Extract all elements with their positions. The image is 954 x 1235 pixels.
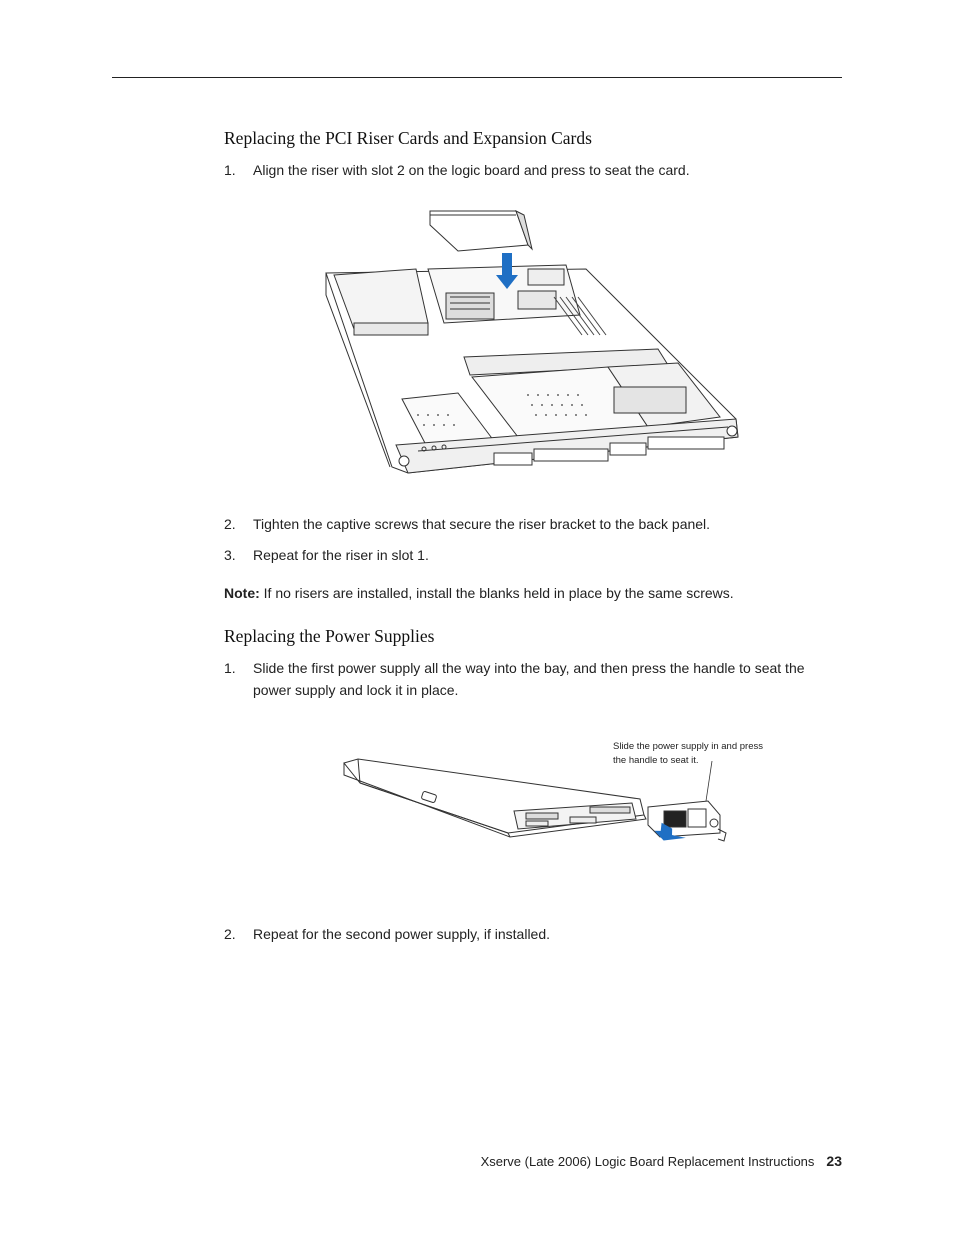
riser-card-installation-illustration: [318, 205, 748, 477]
step-item: [224, 923, 834, 945]
section-heading-pci-riser: Replacing the PCI Riser Cards and Expansion Cards: [224, 128, 592, 148]
section-heading-power-supplies: Replacing the Power Supplies: [224, 626, 435, 646]
note-text: If no risers are installed, install the blanks held in place by the same screws.: [259, 585, 734, 601]
step-text: Repeat for the riser in slot 1.: [253, 547, 429, 563]
footer-title: Xserve (Late 2006) Logic Board Replacement Instructions: [480, 1154, 815, 1169]
top-rule: [112, 77, 842, 78]
note-label: Note:: [224, 585, 260, 601]
step-item: [224, 657, 834, 701]
step-number: 3.: [224, 547, 236, 563]
step-number: 1.: [224, 162, 236, 178]
step-text: Tighten the captive screws that secure the riser bracket to the back panel.: [253, 516, 711, 532]
step-text: Repeat for the second power supply, if installed.: [253, 926, 551, 942]
page-number: 23: [826, 1153, 842, 1169]
page-footer: [481, 1153, 842, 1169]
note: [224, 582, 734, 604]
step-text: Slide the first power supply all the way into the bay, and then press the handle to seat the power supply and lock it in place.: [253, 660, 805, 698]
power-supply-installation-illustration: [340, 755, 730, 847]
step-item: [224, 544, 834, 566]
step-item: [224, 159, 834, 181]
step-number: 2.: [224, 926, 236, 942]
step-number: 1.: [224, 660, 236, 676]
step-number: 2.: [224, 516, 236, 532]
step-item: [224, 513, 834, 535]
step-text: Align the riser with slot 2 on the logic board and press to seat the card.: [253, 162, 690, 178]
power-supply-callout: Slide the power supply in and press the handle to seat it.: [613, 741, 763, 766]
